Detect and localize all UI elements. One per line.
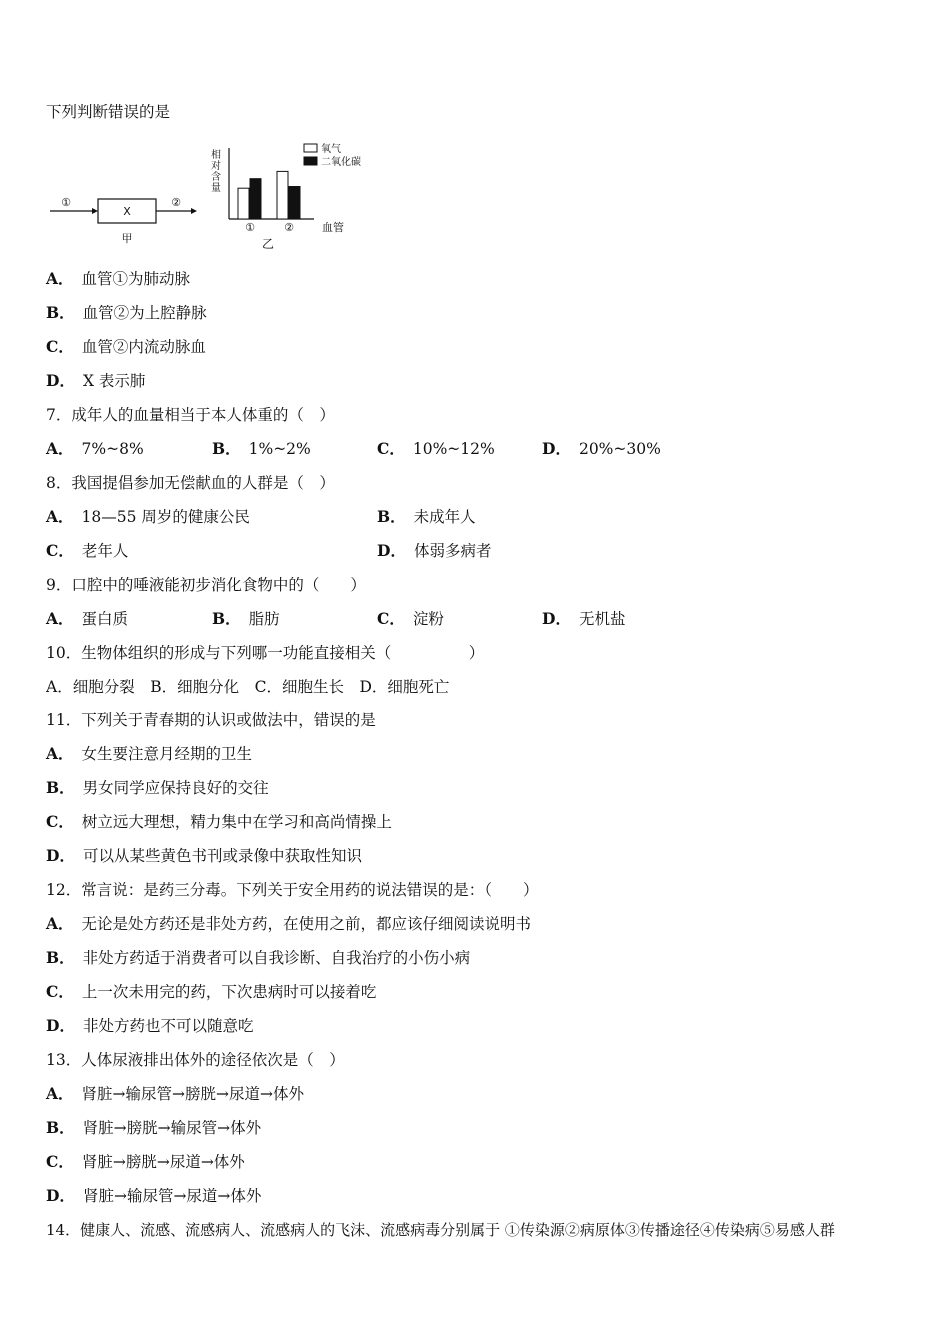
q14-stem: 14．健康人、流感、流感病人、流感病人的飞沫、流感病毒分别属于 ①传染源②病原体③传播途径④传染病⑤易感人群 xyxy=(46,1221,835,1239)
q11-option-a[interactable]: A． 女生要注意月经期的卫生 xyxy=(46,744,253,763)
yaxis-char-3: 量 xyxy=(211,183,221,194)
legend-oxygen-label: 氧气 xyxy=(321,144,341,155)
q11-stem: 11．下列关于青春期的认识或做法中，错误的是 xyxy=(46,711,376,729)
bar-oxygen-vessel-1 xyxy=(238,188,249,219)
yaxis-char-1: 对 xyxy=(211,161,221,172)
q8-option-d[interactable]: D． 体弱多病者 xyxy=(377,541,492,560)
q11-option-c[interactable]: C． 树立远大理想，精力集中在学习和高尚情操上 xyxy=(46,812,392,831)
q6-option-c[interactable]: C． 血管②内流动脉血 xyxy=(46,337,206,356)
q6-option-b[interactable]: B． 血管②为上腔静脉 xyxy=(46,303,207,322)
q13-option-b[interactable]: B． 肾脏→膀胱→输尿管→体外 xyxy=(46,1118,262,1137)
q11-option-b[interactable]: B． 男女同学应保持良好的交往 xyxy=(46,778,269,797)
q12-stem: 12．常言说：是药三分毒。下列关于安全用药的说法错误的是：（ ） xyxy=(46,881,539,899)
x-axis-label: 血管 xyxy=(322,221,344,234)
vessel-1-label: ① xyxy=(61,196,71,209)
legend-co2-label: 二氧化碳 xyxy=(321,157,361,168)
q8-option-a[interactable]: A． 18—55 周岁的健康公民 xyxy=(46,507,250,526)
q6-option-d[interactable]: D． X 表示肺 xyxy=(46,371,146,390)
yaxis-char-0: 相 xyxy=(211,150,221,161)
legend-oxygen-swatch xyxy=(304,144,317,152)
q7-option-a[interactable]: A． 7%~8% xyxy=(46,439,144,458)
flow-arrow-in-head xyxy=(92,208,98,214)
q13-option-a[interactable]: A． 肾脏→输尿管→膀胱→尿道→体外 xyxy=(46,1084,304,1103)
intro-text: 下列判断错误的是 xyxy=(46,103,171,121)
x-tick-2: ② xyxy=(284,221,294,234)
yaxis-char-2: 含 xyxy=(211,172,221,183)
q12-option-d[interactable]: D． 非处方药也不可以随意吃 xyxy=(46,1016,254,1035)
blood-vessel-figure xyxy=(46,138,386,256)
bar-oxygen-vessel-2 xyxy=(277,171,288,219)
x-tick-1: ① xyxy=(245,221,255,234)
bar-co2-vessel-1 xyxy=(250,179,261,219)
q6-option-a[interactable]: A． 血管①为肺动脉 xyxy=(46,269,191,288)
q9-option-c[interactable]: C． 淀粉 xyxy=(377,609,444,628)
legend-co2-swatch xyxy=(304,157,317,165)
q7-option-d[interactable]: D． 20%~30% xyxy=(542,439,661,458)
vessel-2-label: ② xyxy=(171,196,181,209)
q13-option-d[interactable]: D． 肾脏→输尿管→尿道→体外 xyxy=(46,1186,262,1205)
q13-stem: 13．人体尿液排出体外的途径依次是（ ） xyxy=(46,1051,345,1069)
q10-options[interactable]: A．细胞分裂 B．细胞分化 C．细胞生长 D．细胞死亡 xyxy=(46,678,450,696)
q7-option-c[interactable]: C． 10%~12% xyxy=(377,439,495,458)
diagram-jia-label: 甲 xyxy=(121,232,133,245)
flow-arrow-out-head xyxy=(191,208,197,214)
q7-option-b[interactable]: B． 1%~2% xyxy=(212,439,311,458)
q8-option-c[interactable]: C． 老年人 xyxy=(46,541,129,560)
chart-yi-label: 乙 xyxy=(261,237,275,251)
q13-option-c[interactable]: C． 肾脏→膀胱→尿道→体外 xyxy=(46,1152,245,1171)
q12-option-b[interactable]: B． 非处方药适于消费者可以自我诊断、自我治疗的小伤小病 xyxy=(46,948,471,967)
q8-stem: 8．我国提倡参加无偿献血的人群是（ ） xyxy=(46,474,335,492)
q10-stem: 10．生物体组织的形成与下列哪一功能直接相关（ ） xyxy=(46,644,485,662)
bar-co2-vessel-2 xyxy=(289,187,300,219)
q9-option-d[interactable]: D． 无机盐 xyxy=(542,609,626,628)
q7-stem: 7．成年人的血量相当于本人体重的（ ） xyxy=(46,406,335,424)
q9-stem: 9．口腔中的唾液能初步消化食物中的（ ） xyxy=(46,576,366,594)
q11-option-d[interactable]: D． 可以从某些黄色书刊或录像中获取性知识 xyxy=(46,846,362,865)
q9-option-b[interactable]: B． 脂肪 xyxy=(212,609,280,628)
q12-option-a[interactable]: A． 无论是处方药还是非处方药，在使用之前，都应该仔细阅读说明书 xyxy=(46,914,532,933)
organ-x-label: X xyxy=(123,205,131,218)
q8-option-b[interactable]: B． 未成年人 xyxy=(377,507,476,526)
q9-option-a[interactable]: A． 蛋白质 xyxy=(46,609,129,628)
q12-option-c[interactable]: C． 上一次未用完的药，下次患病时可以接着吃 xyxy=(46,982,377,1001)
